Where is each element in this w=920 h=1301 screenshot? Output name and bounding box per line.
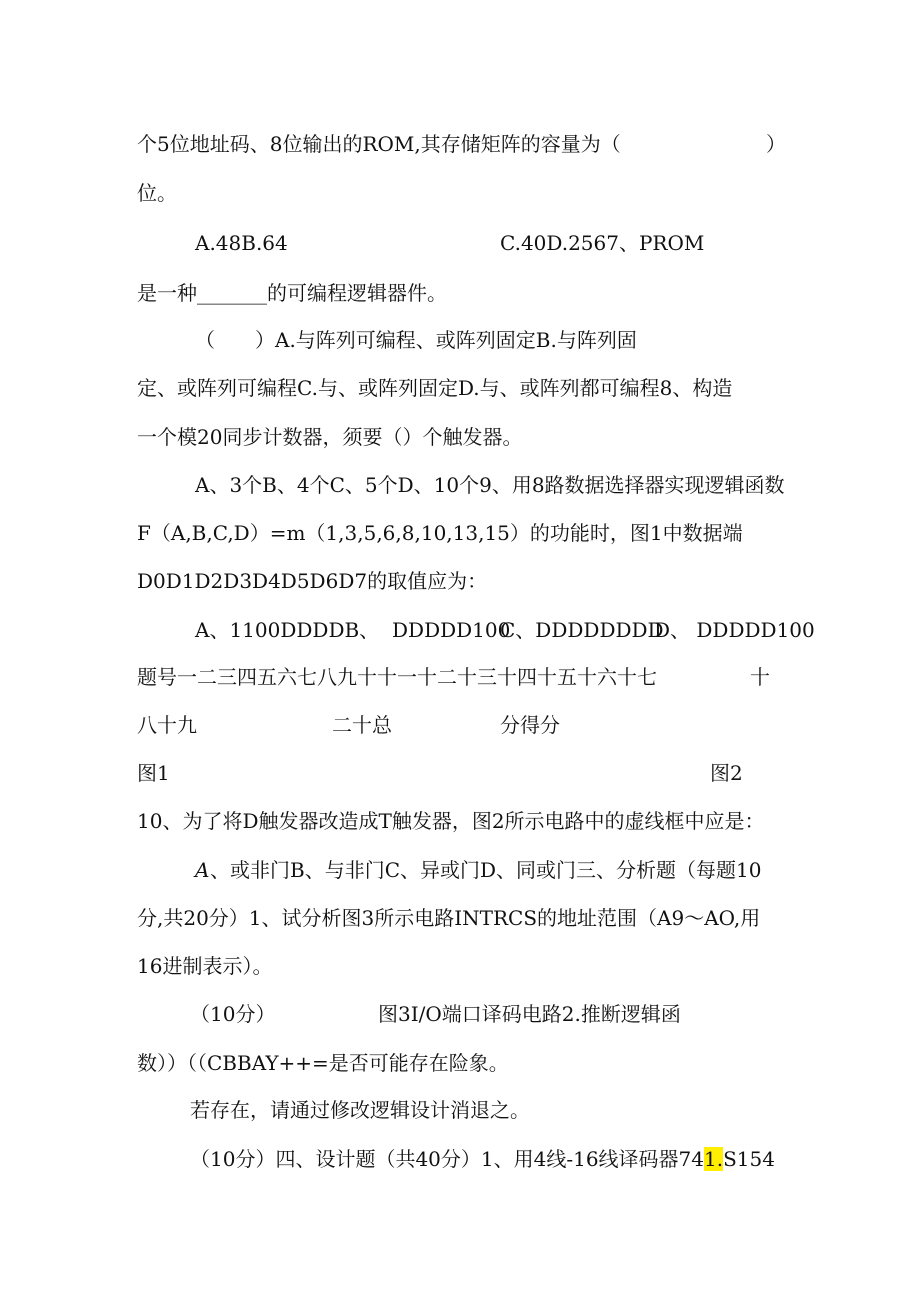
option-line: A、3个B、4个C、5个D、10个9、用8路数据选择器实现逻辑函数 [195,473,785,497]
text-line: 图3I/O端口译码电路2.推断逻辑函 [378,1002,681,1026]
text-line: D0D1D2D3D4D5D6D7的取值应为： [137,569,488,593]
text-line: 数））（（CBBAY++=是否可能存在险象。 [137,1051,509,1075]
text-line: 、或非门B、与非门C、异或门D、同或门三、分析题（每题10 [210,858,762,882]
text-line: A [195,858,210,882]
option-line: D、 DDDDD100 [654,618,815,642]
text-line: F（A,B,C,D）=m（1,3,5,6,8,10,13,15）的功能时，图1中数据端 [137,521,743,545]
option-line: A.48B.64 [195,231,288,255]
text-line: 一个模20同步计数器，须要（）个触发器。 [137,425,523,449]
text-line: 若存在，请通过修改逻辑设计消退之。 [190,1098,530,1122]
text-line: （10分） [190,1002,276,1026]
score-table-header: 分得分 [500,713,560,737]
text-segment: S154 [723,1147,775,1171]
text-segment: （10分）四、设计题（共40分）1、用4线-16线译码器74 [190,1147,705,1171]
text-line: 定、或阵列可编程C.与、或阵列固定D.与、或阵列都可编程8、构造 [137,376,733,400]
option-line: DDDDD100 [392,618,511,642]
option-line: C、DDDDDDDD [500,618,664,642]
text-line: 10、为了将D触发器改造成T触发器，图2所示电路中的虚线框中应是： [137,809,765,833]
score-table-header: 题号一二三四五六七八九十十一十二十三十四十五十六十七 [137,665,657,689]
figure-label: 图1 [137,761,170,785]
text-line: ） [766,132,786,156]
text-line [190,1146,775,1172]
highlight-mark: 1. [704,1147,724,1171]
score-table-header: 八十九 [137,713,197,737]
option-line: （ ）A.与阵列可编程、或阵列固定B.与阵列固 [195,328,637,352]
text-line: 16进制表示）。 [137,954,273,978]
text-line: 个5位地址码、8位输出的ROM,其存储矩阵的容量为（ [137,132,621,156]
score-table-header: 二十总 [332,713,392,737]
text-line: 位。 [137,181,177,205]
score-table-header: 十 [750,665,770,689]
figure-label: 图2 [710,761,743,785]
option-line: C.40D.2567、PROM [500,231,705,255]
text-line: 是一种_______的可编程逻辑器件。 [137,281,447,305]
text-line: 分,共20分）1、试分析图3所示电路INTRCS的地址范围（A9～AO,用 [137,906,761,930]
option-line: A、1100DDDDB、 [195,618,380,642]
